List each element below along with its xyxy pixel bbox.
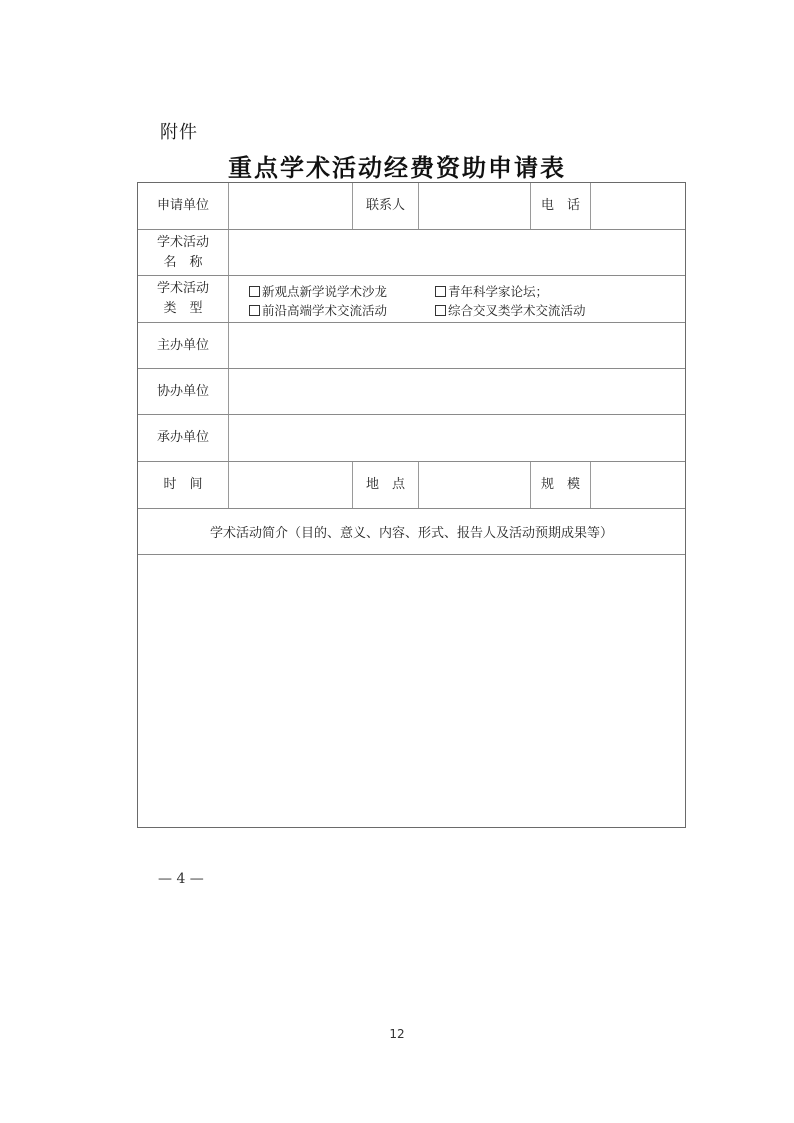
- activity-name-field[interactable]: [228, 230, 685, 275]
- row-organizer: [138, 323, 685, 369]
- applicant-unit-field[interactable]: [228, 183, 352, 229]
- undertaker-label: 承办单位: [156, 430, 209, 445]
- row-co-organizer: [138, 369, 685, 415]
- time-field[interactable]: [228, 462, 352, 508]
- phone-label: 电 话: [530, 183, 590, 229]
- activity-type-label-line1: 学术活动: [156, 281, 209, 296]
- checkbox-icon[interactable]: [435, 305, 446, 316]
- applicant-unit-label: 申请单位: [156, 198, 209, 213]
- option-frontier-exchange[interactable]: [249, 301, 387, 319]
- co-organizer-label: 协办单位: [156, 383, 209, 399]
- contact-label: 联系人: [352, 183, 418, 229]
- organizer-field[interactable]: [228, 323, 685, 368]
- option-youth-forum-label: 青年科学家论坛；: [448, 284, 549, 299]
- row-activity-name: [138, 230, 685, 276]
- location-label: 地 点: [352, 462, 418, 508]
- activity-type-label-line2: 类 型: [163, 301, 203, 316]
- co-organizer-field[interactable]: [228, 369, 685, 414]
- application-form: [137, 182, 686, 828]
- activity-type-label: [138, 276, 228, 322]
- row-applicant: [138, 183, 685, 230]
- undertaker-field[interactable]: [228, 415, 685, 461]
- page-number: 12: [389, 1027, 405, 1041]
- option-frontier-exchange-label: 前沿高端学术交流活动: [262, 303, 388, 318]
- option-salon[interactable]: [249, 282, 387, 300]
- activity-name-label-line1: 学术活动: [156, 234, 209, 250]
- contact-field[interactable]: [418, 183, 530, 229]
- intro-label: 学术活动简介（目的、意义、内容、形式、报告人及活动预期成果等）: [209, 526, 613, 541]
- organizer-label: 主办单位: [156, 337, 209, 353]
- scale-label: 规 模: [530, 462, 590, 508]
- row-time-location: [138, 462, 685, 509]
- row-activity-type: [138, 276, 685, 323]
- activity-type-options: [228, 276, 685, 322]
- option-salon-label: 新观点新学说学术沙龙: [262, 284, 388, 299]
- scale-field[interactable]: [590, 462, 685, 508]
- checkbox-icon[interactable]: [249, 305, 260, 316]
- activity-name-label-line2: 名 称: [163, 254, 203, 270]
- intro-field[interactable]: [138, 555, 685, 827]
- row-intro-header: [138, 509, 685, 555]
- page-marker: — 4 —: [158, 871, 204, 887]
- checkbox-icon[interactable]: [249, 286, 260, 297]
- row-undertaker: [138, 415, 685, 462]
- activity-name-label: [138, 230, 228, 275]
- option-interdisciplinary[interactable]: [435, 301, 586, 319]
- attachment-label: 附件: [160, 122, 198, 143]
- location-field[interactable]: [418, 462, 530, 508]
- form-title: 重点学术活动经费资助申请表: [228, 153, 566, 182]
- checkbox-icon[interactable]: [435, 286, 446, 297]
- time-label: 时 间: [163, 477, 203, 492]
- option-youth-forum[interactable]: [435, 282, 548, 300]
- phone-field[interactable]: [590, 183, 685, 229]
- option-interdisciplinary-label: 综合交叉类学术交流活动: [448, 303, 586, 318]
